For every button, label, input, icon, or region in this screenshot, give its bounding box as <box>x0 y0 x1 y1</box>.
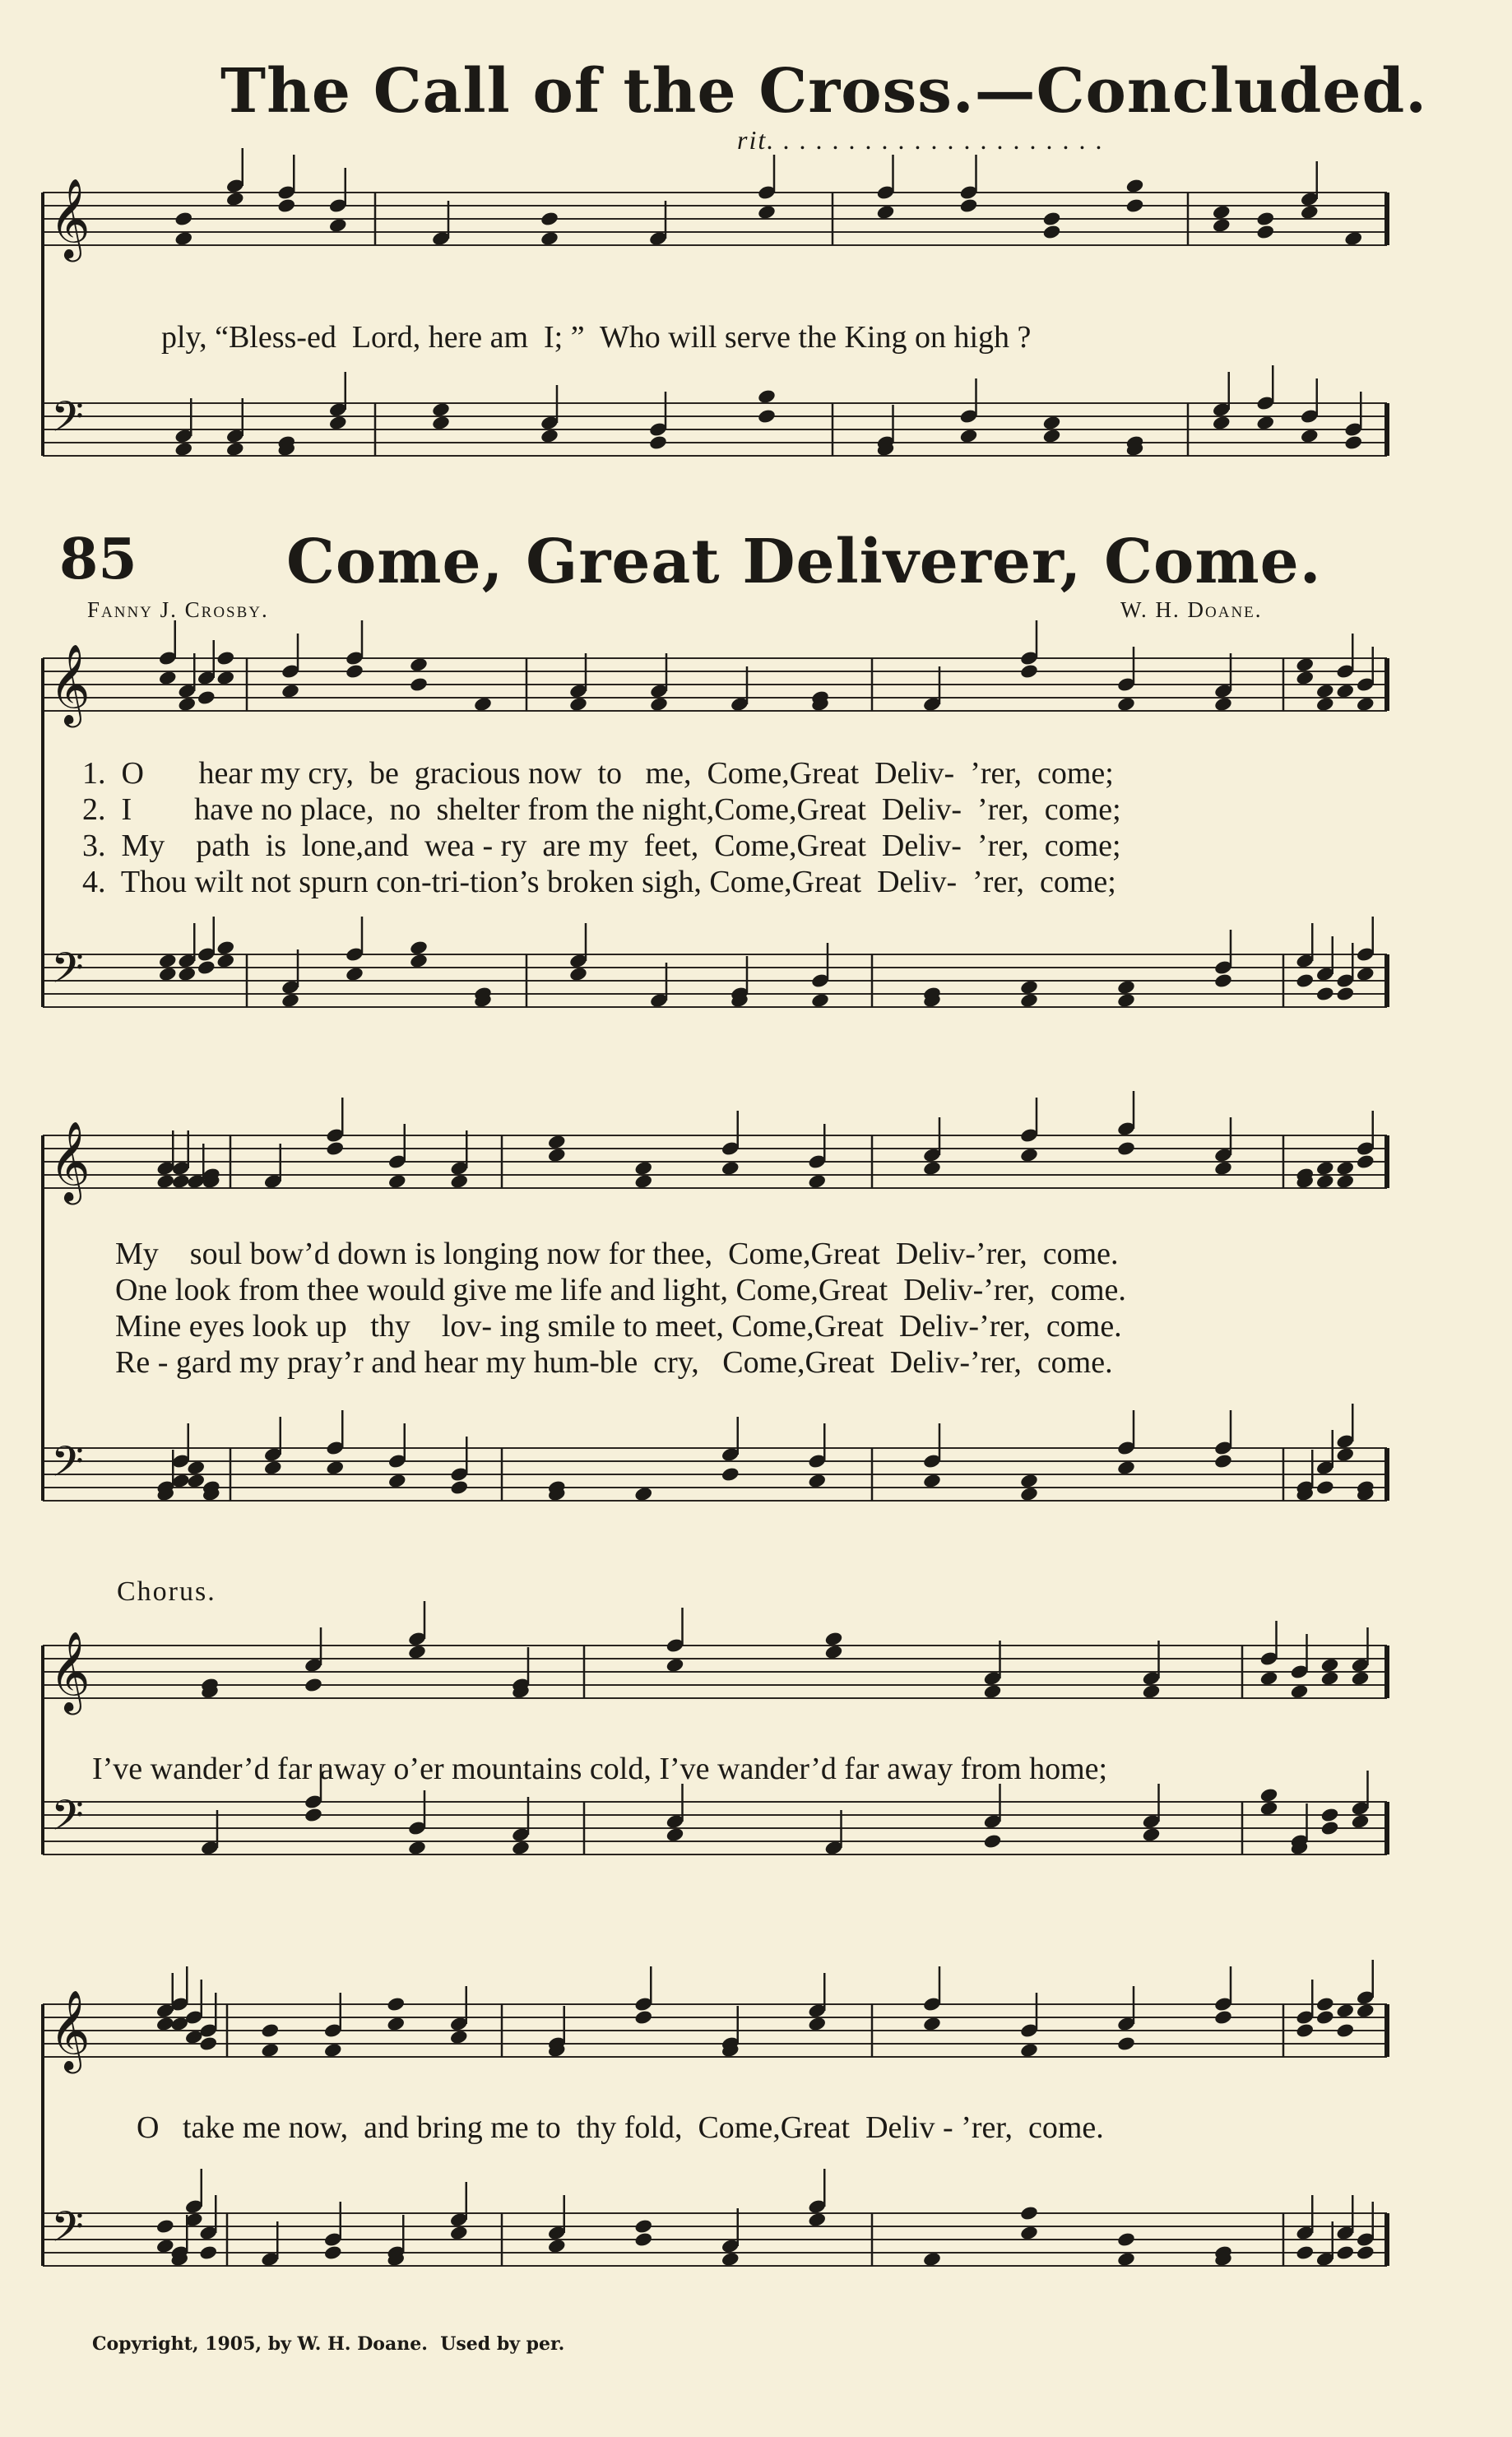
notehead <box>186 1460 206 1476</box>
bass-clef: 𝄢 <box>51 2202 84 2262</box>
treble-clef: 𝄞 <box>49 643 90 724</box>
note-group <box>1295 1111 1375 1190</box>
notehead <box>225 191 245 207</box>
notehead <box>1315 2009 1335 2026</box>
notehead <box>1356 1154 1375 1170</box>
notehead <box>1259 1670 1279 1687</box>
notehead <box>155 2218 175 2235</box>
notehead <box>345 966 364 982</box>
notehead <box>511 1840 531 1856</box>
notehead <box>1315 683 1335 699</box>
stanza-3-line: 3. My path is lone,and wea - ry are my feet, Come,Great Deliv- ’rer, come; <box>82 829 1121 863</box>
notehead <box>757 408 777 425</box>
note-group <box>1259 1771 1371 1856</box>
notehead <box>1356 2244 1375 2261</box>
note-group <box>1295 2195 1375 2268</box>
notehead <box>449 2225 469 2241</box>
notehead <box>922 2016 942 2032</box>
bass-staff <box>43 403 1387 456</box>
notehead <box>1042 211 1062 227</box>
notehead <box>323 2042 343 2059</box>
notehead <box>281 683 300 699</box>
note-group <box>155 1130 220 1190</box>
notehead <box>1116 2231 1136 2248</box>
notehead <box>407 1840 427 1856</box>
notehead <box>1213 696 1233 713</box>
treble-staff <box>43 1135 1387 1188</box>
bass-clef: 𝄢 <box>51 392 84 452</box>
notehead <box>449 2029 469 2045</box>
notehead <box>1335 1446 1355 1463</box>
notehead <box>1290 1683 1310 1700</box>
stanza-4-line: 4. Thou wilt not spurn con-tri-tion’s broken sigh, Come,Great Deliv- ’rer, come; <box>82 865 1116 899</box>
notehead <box>1315 1996 1335 2012</box>
notehead <box>304 1807 323 1823</box>
notehead <box>1320 1670 1340 1687</box>
notehead <box>155 1173 175 1190</box>
note-group <box>155 1966 218 2052</box>
bass-staff <box>43 2213 1387 2266</box>
notehead <box>1343 434 1363 451</box>
note-group <box>547 1417 827 1502</box>
notehead <box>807 1473 827 1489</box>
notehead <box>568 966 588 982</box>
notehead <box>197 689 216 706</box>
notehead <box>304 1677 323 1693</box>
notehead <box>158 966 178 982</box>
notehead <box>216 953 235 969</box>
notehead <box>198 2244 218 2261</box>
notehead <box>1356 2003 1375 2019</box>
notehead <box>540 428 559 444</box>
notehead <box>155 2238 175 2254</box>
note-group <box>431 155 777 247</box>
bass-staff <box>43 1448 1387 1501</box>
notehead <box>1116 979 1136 996</box>
note-group <box>922 1410 1233 1502</box>
notehead <box>409 953 429 969</box>
notehead <box>431 415 451 431</box>
notehead <box>1351 1813 1371 1830</box>
note-group <box>666 1784 1162 1856</box>
notehead <box>666 1657 685 1673</box>
notehead <box>1259 1787 1279 1803</box>
notehead <box>449 1479 469 1496</box>
note-group <box>174 372 347 457</box>
notehead <box>757 388 777 405</box>
notehead <box>1019 1147 1039 1163</box>
note-group <box>260 2182 468 2268</box>
treble-clef: 𝄞 <box>49 1631 90 1711</box>
notehead <box>1315 1479 1335 1496</box>
chorus-line-2: O take me now, and bring me to thy fold, Come,Great Deliv - ’rer, come. <box>137 2110 1104 2145</box>
notehead <box>386 1996 406 2012</box>
stanza-4-line-b: Re - gard my pray’r and hear my hum-ble cry, Come,Great Deliv-’rer, come. <box>115 1345 1113 1380</box>
note-group <box>922 930 1233 1009</box>
note-group <box>547 1111 827 1190</box>
stanza-3-line-b: Mine eyes look up thy lov- ing smile to meet, Come,Great Deliv-’rer, come. <box>115 1309 1122 1344</box>
notehead <box>345 663 364 680</box>
bass-clef: 𝄢 <box>51 943 84 1003</box>
stanza-2-line-b: One look from thee would give me life and light, Come,Great Deliv-’rer, come. <box>115 1273 1126 1307</box>
treble-staff <box>43 2004 1387 2057</box>
note-group <box>260 1986 468 2059</box>
note-group <box>1212 365 1363 451</box>
hymn-number: 85 <box>59 527 137 592</box>
notehead <box>983 1833 1003 1850</box>
notehead <box>1335 2022 1355 2039</box>
notehead <box>1320 1807 1340 1823</box>
notehead <box>387 1173 407 1190</box>
notehead <box>1125 178 1145 194</box>
notehead <box>198 2035 218 2052</box>
note-group <box>547 1966 827 2059</box>
notehead <box>633 2218 653 2235</box>
notehead <box>1213 972 1233 989</box>
note-group <box>1295 1960 1375 2039</box>
notehead <box>824 1644 844 1660</box>
treble-clef: 𝄞 <box>49 178 90 258</box>
notehead <box>1116 992 1136 1009</box>
notehead <box>922 1160 942 1177</box>
note-group <box>922 2205 1233 2268</box>
notehead <box>177 966 197 982</box>
notehead <box>260 2042 280 2059</box>
notehead <box>959 197 979 214</box>
stanza-block-2 <box>115 1236 1126 1381</box>
notehead <box>721 2251 740 2268</box>
notehead <box>1335 683 1355 699</box>
notehead <box>1142 1683 1162 1700</box>
notehead <box>1125 197 1145 214</box>
stanza-block-1 <box>82 755 1121 900</box>
notehead <box>1335 1173 1355 1190</box>
notehead <box>1042 415 1062 431</box>
note-group <box>158 917 235 982</box>
notehead <box>409 657 429 673</box>
notehead <box>540 230 559 247</box>
notehead <box>1212 204 1231 220</box>
notehead <box>1356 696 1375 713</box>
notehead <box>1320 1657 1340 1673</box>
note-group <box>568 923 830 1009</box>
notehead <box>810 992 830 1009</box>
treble-staff <box>43 1646 1387 1698</box>
notehead <box>158 670 178 686</box>
note-group <box>922 620 1233 713</box>
notehead <box>409 676 429 693</box>
hymn-author: Fanny J. Crosby. <box>87 597 269 622</box>
notehead <box>260 2022 280 2039</box>
notehead <box>1213 2009 1233 2026</box>
notehead <box>633 1173 653 1190</box>
notehead <box>407 1644 427 1660</box>
note-group <box>281 620 493 713</box>
treble-clef: 𝄞 <box>49 1121 90 1201</box>
notehead <box>1295 2244 1315 2261</box>
notehead <box>633 2009 653 2026</box>
notehead <box>633 2231 653 2248</box>
notehead <box>1315 1173 1335 1190</box>
notehead <box>983 1683 1003 1700</box>
stanza-1-line: 1. O hear my cry, be gracious now to me, Come,Great Deliv- ’rer, come; <box>82 756 1114 791</box>
notehead <box>186 1473 206 1489</box>
notehead <box>633 1486 653 1502</box>
notehead <box>1213 1160 1233 1177</box>
notehead <box>197 959 216 976</box>
note-group <box>281 917 493 1009</box>
notehead <box>1315 1160 1335 1177</box>
notehead <box>1295 972 1315 989</box>
notehead <box>158 953 178 969</box>
notehead <box>171 1173 191 1190</box>
notehead <box>1295 2022 1315 2039</box>
notehead <box>386 2016 406 2032</box>
bass-staff <box>43 1802 1387 1854</box>
notehead <box>568 696 588 713</box>
ritardando-mark: rit. . . . . . . . . . . . . . . . . . . . . <box>737 125 1105 155</box>
notehead <box>1019 2042 1039 2059</box>
notehead <box>807 2212 827 2228</box>
note-group <box>158 620 235 713</box>
notehead <box>281 992 300 1009</box>
notehead <box>721 1466 740 1483</box>
notehead <box>174 441 193 457</box>
notehead <box>1335 1160 1355 1177</box>
notehead <box>1343 230 1363 247</box>
notehead <box>1042 428 1062 444</box>
notehead <box>325 1140 345 1157</box>
note-group <box>568 653 830 713</box>
note-group <box>922 1091 1233 1177</box>
notehead <box>1019 1486 1039 1502</box>
notehead <box>547 2238 567 2254</box>
notehead <box>1019 2225 1039 2241</box>
notehead <box>325 1460 345 1476</box>
notehead <box>1300 204 1320 220</box>
notehead <box>807 2016 827 2032</box>
note-group <box>666 1608 1162 1700</box>
notehead <box>1255 415 1275 431</box>
notehead <box>225 441 245 457</box>
notehead <box>959 428 979 444</box>
notehead <box>633 1160 653 1177</box>
notehead <box>1315 986 1335 1002</box>
notehead <box>1116 696 1136 713</box>
note-group <box>263 1410 469 1496</box>
notehead <box>174 211 193 227</box>
lyric-line-concluded: ply, “Bless-ed Lord, here am I; ” Who will serve the King on high ? <box>161 320 1032 355</box>
notehead <box>1116 1140 1136 1157</box>
treble-staff <box>43 658 1387 711</box>
notehead <box>1300 428 1320 444</box>
notehead <box>721 1160 740 1177</box>
note-group <box>155 1423 220 1502</box>
treble-staff <box>43 193 1387 245</box>
notehead <box>1351 1670 1371 1687</box>
notehead <box>1116 2251 1136 2268</box>
notehead <box>547 1147 567 1163</box>
notehead <box>449 1173 469 1190</box>
notehead <box>922 2251 942 2268</box>
chorus-label: Chorus. <box>117 1576 216 1607</box>
notehead <box>1259 1800 1279 1817</box>
notehead <box>216 670 235 686</box>
notehead <box>1212 415 1231 431</box>
note-group <box>1295 917 1375 1002</box>
page-title: The Call of the Cross.—Concluded. <box>220 56 1428 127</box>
notehead <box>473 696 493 713</box>
notehead <box>276 197 296 214</box>
notehead <box>1255 211 1275 227</box>
notehead <box>1315 696 1335 713</box>
notehead <box>649 696 669 713</box>
chorus-line-1: I’ve wander’d far away o’er mountains cold, I’ve wander’d far away from home; <box>92 1752 1108 1786</box>
notehead <box>216 940 235 956</box>
stanza-1-line-b: My soul bow’d down is longing now for thee, Come,Great Deliv-’rer, come. <box>115 1237 1119 1271</box>
notehead <box>1335 2244 1355 2261</box>
notehead <box>174 230 193 247</box>
note-group <box>922 1966 1233 2059</box>
notehead <box>409 940 429 956</box>
hymn-title: Come, Great Deliverer, Come. <box>286 527 1322 597</box>
copyright-notice: Copyright, 1905, by W. H. Doane. Used by per. <box>92 2333 565 2355</box>
notehead <box>757 204 777 220</box>
notehead <box>1019 992 1039 1009</box>
notehead <box>1019 2205 1039 2221</box>
notehead <box>1042 224 1062 240</box>
notehead <box>216 650 235 666</box>
note-group <box>431 385 777 451</box>
notehead <box>1335 2003 1355 2019</box>
note-group <box>263 1098 469 1190</box>
notehead <box>648 434 668 451</box>
notehead <box>177 696 197 713</box>
notehead <box>328 415 348 431</box>
notehead <box>1019 663 1039 680</box>
notehead <box>807 1173 827 1190</box>
notehead <box>824 1631 844 1647</box>
staff-system-5 <box>0 1966 1512 2345</box>
notehead <box>1213 1453 1233 1469</box>
notehead <box>1116 2035 1136 2052</box>
notehead <box>666 1827 685 1843</box>
notehead <box>328 217 348 234</box>
stanza-2-line: 2. I have no place, no shelter from the night,Come,Great Deliv- ’rer, come; <box>82 792 1121 827</box>
note-group <box>1259 1621 1371 1700</box>
notehead <box>1295 670 1315 686</box>
bass-staff <box>43 954 1387 1007</box>
notehead <box>876 204 896 220</box>
hymn-composer: W. H. Doane. <box>1120 597 1263 622</box>
notehead <box>540 211 559 227</box>
note-group <box>876 378 1145 457</box>
bass-clef: 𝄢 <box>51 1437 84 1497</box>
notehead <box>547 1134 567 1150</box>
notehead <box>1255 224 1275 240</box>
notehead <box>431 402 451 418</box>
notehead <box>1019 1473 1039 1489</box>
notehead <box>1019 979 1039 996</box>
notehead <box>1116 1460 1136 1476</box>
notehead <box>1356 966 1375 982</box>
notehead <box>1142 1827 1162 1843</box>
note-group <box>1212 161 1363 247</box>
notehead <box>1212 217 1231 234</box>
notehead <box>1335 986 1355 1002</box>
notehead <box>1320 1820 1340 1836</box>
treble-clef: 𝄞 <box>49 1989 90 2070</box>
notehead <box>263 1460 283 1476</box>
note-group <box>1295 634 1375 713</box>
notehead <box>1295 657 1315 673</box>
bass-clef: 𝄢 <box>51 1790 84 1850</box>
note-group <box>876 155 1145 240</box>
notehead <box>922 1473 942 1489</box>
notehead <box>387 1473 407 1489</box>
notehead <box>323 2244 343 2261</box>
